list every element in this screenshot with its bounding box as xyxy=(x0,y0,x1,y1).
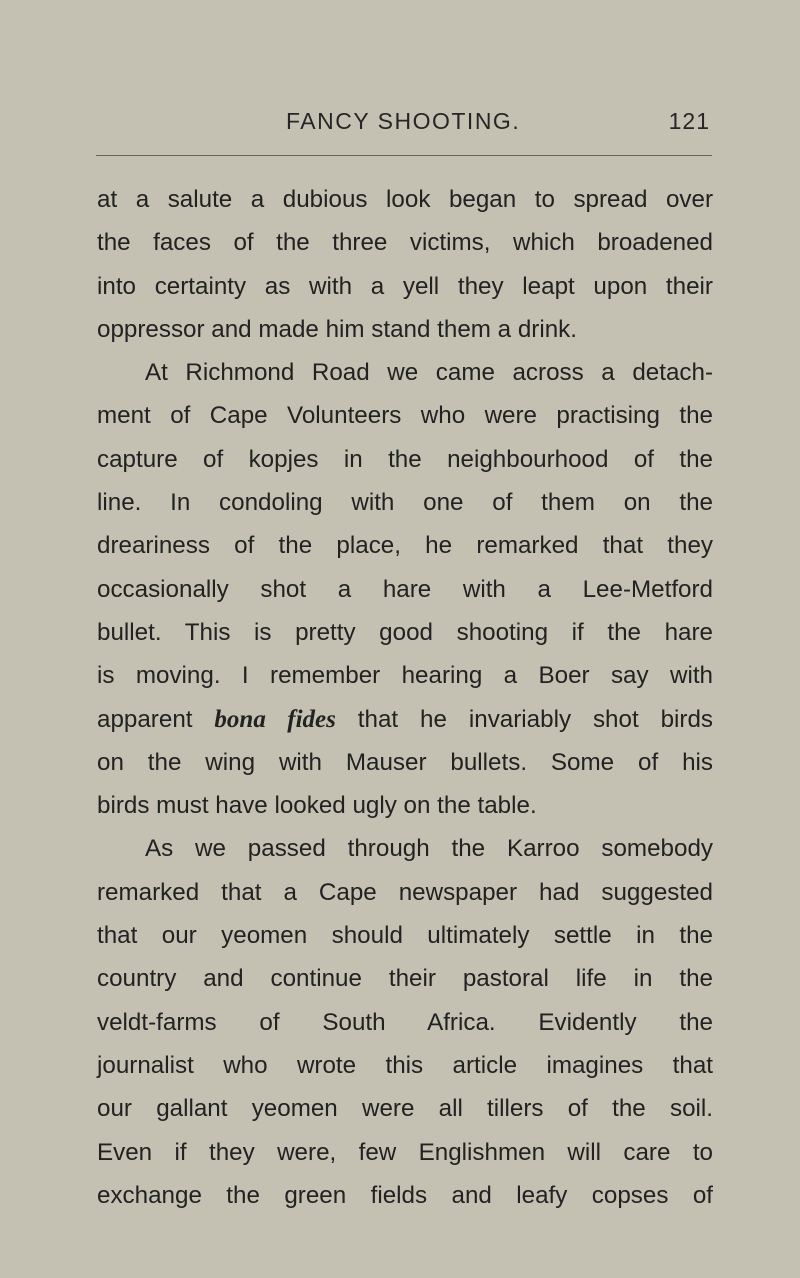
text-line: into certainty as with a yell they leapt upon their xyxy=(97,272,713,300)
text-line: that our yeomen should ultimately settle in the xyxy=(97,922,713,950)
running-title: FANCY SHOOTING. xyxy=(286,108,521,134)
text-line: Even if they were, few Englishmen will care to xyxy=(97,1138,713,1166)
text-line: oppressor and made him stand them a drink. xyxy=(97,315,577,343)
text-line: occasionally shot a hare with a Lee-Metford xyxy=(97,575,713,603)
paragraph-first-line: As we passed through the Karroo somebody xyxy=(145,835,713,863)
running-head xyxy=(96,108,712,148)
text-line: capture of kopjes in the neighbourhood of the xyxy=(97,445,713,473)
text-line: line. In condoling with one of them on the xyxy=(97,489,713,517)
text-line: veldt-farms of South Africa. Evidently the xyxy=(97,1008,713,1036)
text-line: on the wing with Mauser bullets. Some of his xyxy=(97,748,713,776)
body-text xyxy=(97,178,713,1217)
text-line: bullet. This is pretty good shooting if the hare xyxy=(97,618,713,646)
header-rule xyxy=(96,155,712,156)
text-fragment: apparent xyxy=(97,705,193,733)
text-line: remarked that a Cape newspaper had suggested xyxy=(97,878,713,906)
text-line: ment of Cape Volunteers who were practising the xyxy=(97,402,713,430)
italic-phrase: bona fides xyxy=(214,705,336,733)
paragraph-first-line: At Richmond Road we came across a detach- xyxy=(145,359,713,387)
text-line: at a salute a dubious look began to spread over xyxy=(97,186,713,213)
text-line: journalist who wrote this article imagines that xyxy=(97,1051,713,1079)
text-line-with-italic xyxy=(97,698,713,741)
text-line: is moving. I remember hearing a Boer say with xyxy=(97,662,713,690)
text-fragment: that he invariably shot birds xyxy=(357,705,713,733)
text-line: the faces of the three victims, which broadened xyxy=(97,229,713,257)
text-line: exchange the green fields and leafy copses of xyxy=(97,1181,713,1209)
text-line: country and continue their pastoral life in the xyxy=(97,965,713,993)
text-line: our gallant yeomen were all tillers of the soil. xyxy=(97,1095,713,1123)
page-number: 121 xyxy=(668,108,710,134)
text-line: dreariness of the place, he remarked that they xyxy=(97,532,713,560)
text-line: birds must have looked ugly on the table. xyxy=(97,792,537,820)
